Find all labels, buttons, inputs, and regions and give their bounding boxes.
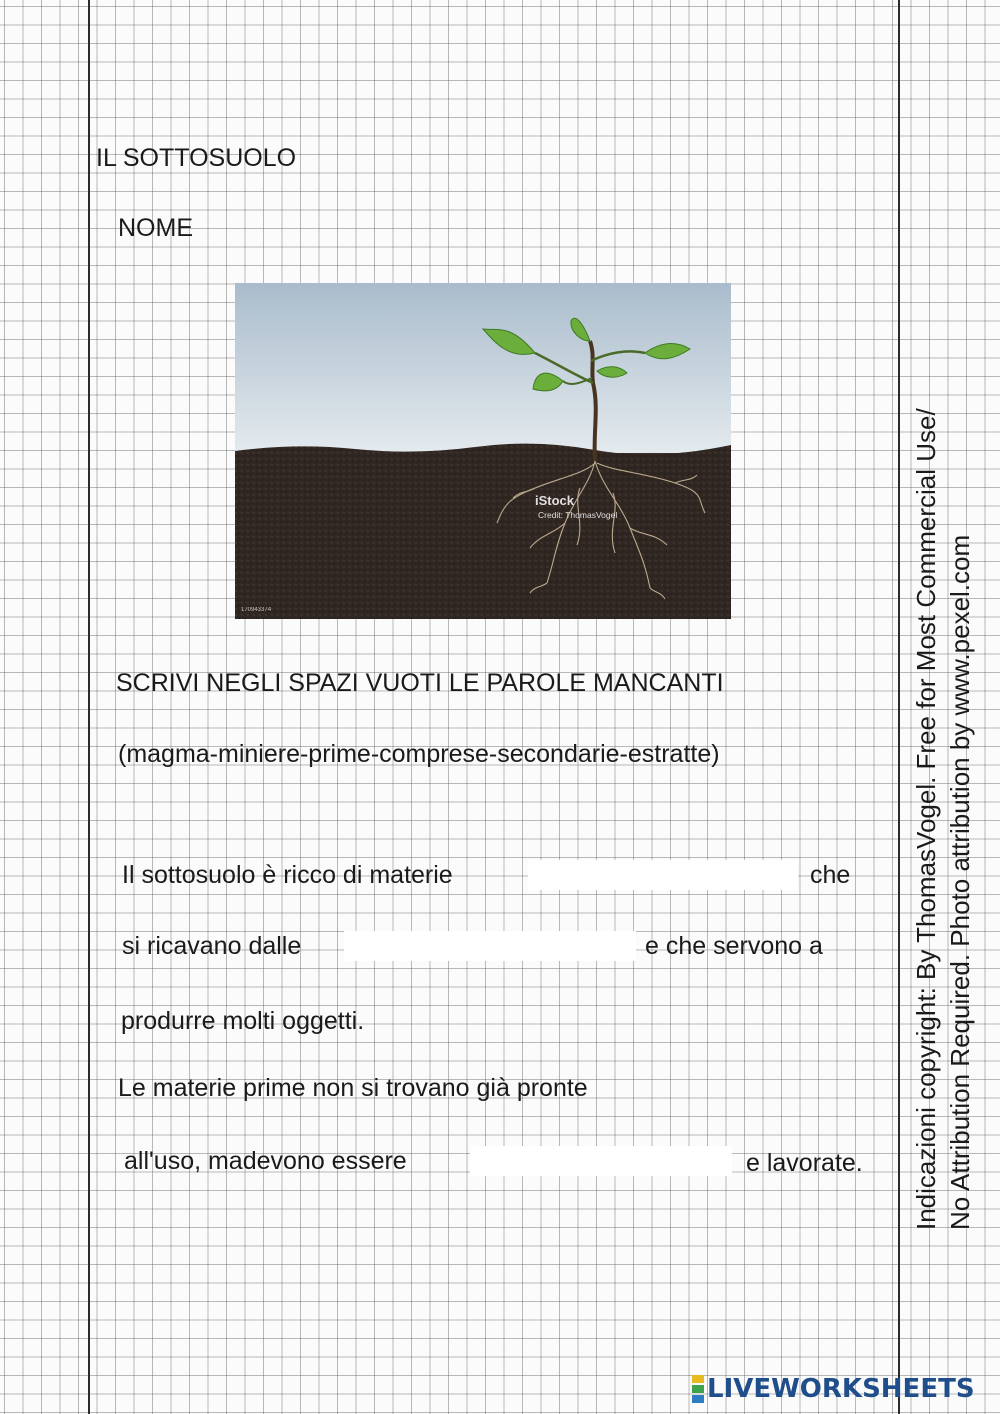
- plant-soil-photo: [235, 283, 731, 619]
- logo-mark-icon: [692, 1374, 704, 1404]
- sentence-2-start: si ricavano dalle: [122, 932, 302, 960]
- worksheet-title: IL SOTTOSUOLO: [96, 144, 297, 172]
- sentence-4: Le materie prime non si trovano già pronte: [118, 1074, 588, 1102]
- stock-id: 170943374: [241, 607, 272, 613]
- sentence-5-start: all'uso, madevono essere: [124, 1147, 407, 1175]
- sentence-1-start: Il sottosuolo è ricco di materie: [122, 861, 453, 889]
- credit-line-2: No Attribution Required. Photo attribution by www.pexel.com: [945, 534, 975, 1230]
- watermark-brand: iStock: [535, 493, 575, 508]
- blank-field-1[interactable]: [528, 860, 798, 890]
- logo-text: LIVEWORKSHEETS: [707, 1374, 975, 1404]
- credit-line-1: Indicazioni copyright: By ThomasVogel. Free for Most Commercial Use/: [911, 408, 941, 1230]
- sentence-1-end: che: [810, 861, 851, 889]
- blank-field-3[interactable]: [470, 1146, 732, 1176]
- liveworksheets-logo: [692, 1374, 975, 1404]
- copyright-credit: [909, 270, 977, 1230]
- sentence-5-end: e lavorate.: [746, 1149, 863, 1177]
- sentence-3: produrre molti oggetti.: [121, 1007, 365, 1035]
- instructions: SCRIVI NEGLI SPAZI VUOTI LE PAROLE MANCANTI: [116, 669, 724, 697]
- name-label: NOME: [118, 214, 193, 242]
- right-margin-line: [898, 0, 900, 1414]
- watermark-credit: Credit: ThomasVogel: [538, 510, 618, 520]
- sentence-2-end: e che servono a: [645, 932, 823, 960]
- left-margin-line: [88, 0, 90, 1414]
- blank-field-2[interactable]: [344, 931, 636, 961]
- word-bank: (magma-miniere-prime-comprese-secondarie-estratte): [118, 740, 720, 768]
